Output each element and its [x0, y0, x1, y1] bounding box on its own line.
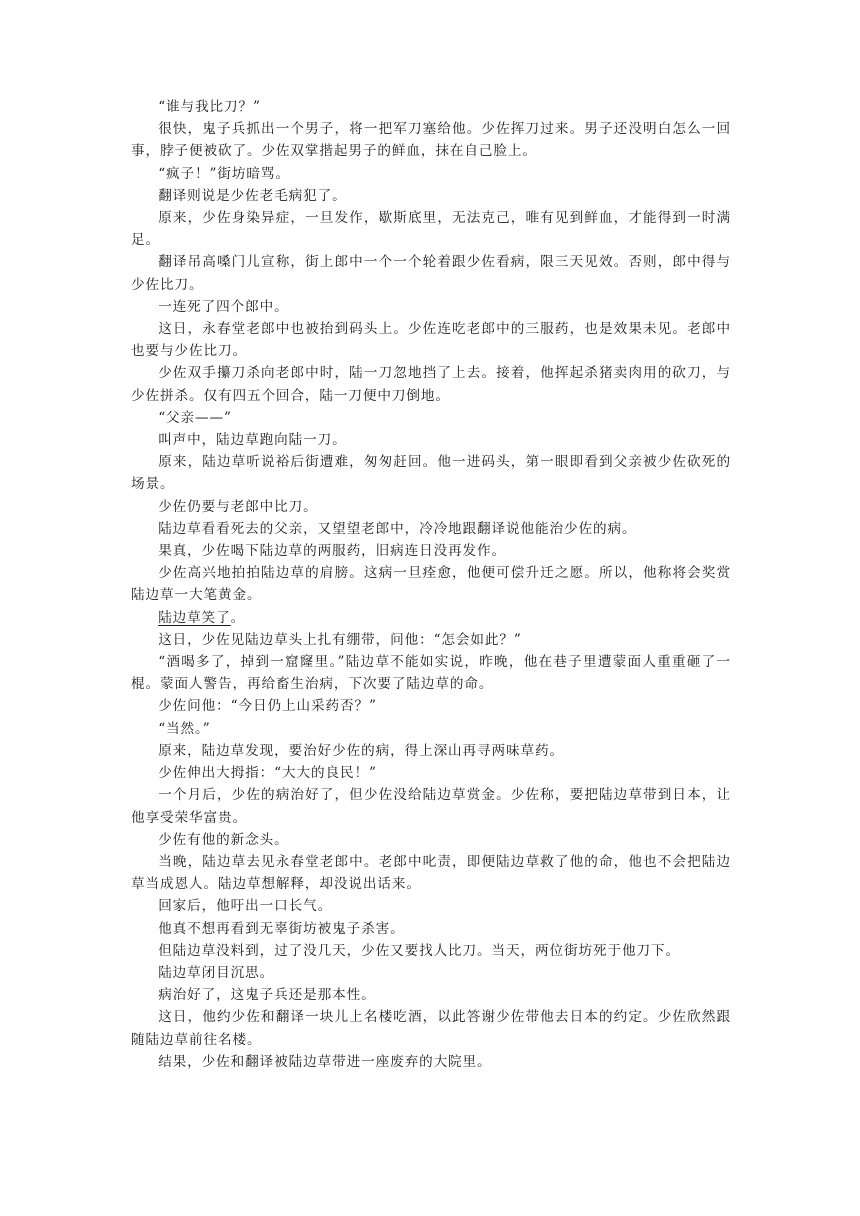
underlined-sentence: 陆边草笑了 [158, 609, 231, 626]
paragraph: 当晚，陆边草去见永春堂老郎中。老郎中叱责，即便陆边草救了他的命，他也不会把陆边草当成恩人。陆边草想解释，却没说出话来。 [131, 853, 731, 893]
paragraph: 少佐双手攥刀杀向老郎中时，陆一刀忽地挡了上去。接着，他挥起杀猪卖肉用的砍刀，与少佐拼杀。仅有四五个回合，陆一刀便中刀倒地。 [131, 365, 731, 404]
paragraph: 很快，鬼子兵抓出一个男子，将一把军刀塞给他。少佐挥刀过来。男子还没明白怎么一回事，脖子便被砍了。少佐双掌揩起男子的鲜血，抹在自己脸上。 [131, 121, 731, 160]
paragraph: 一个月后，少佐的病治好了，但少佐没给陆边草赏金。少佐称，要把陆边草带到日本，让他享受荣华富贵。 [131, 787, 731, 826]
paragraph: 结果，少佐和翻译被陆边草带进一座废弃的大院里。 [158, 1053, 492, 1070]
paragraph: 少佐有他的新念头。 [158, 831, 289, 848]
paragraph: 回家后，他吁出一口长气。 [158, 898, 333, 915]
paragraph-underlined [131, 607, 731, 629]
paragraph: 少佐问他：“今日仍上山采药否？” [158, 698, 377, 715]
paragraph: 少佐仍要与老郎中比刀。 [158, 498, 318, 515]
paragraph: 但陆边草没料到，过了没几天，少佐又要找人比刀。当天，两位街坊死于他刀下。 [158, 942, 680, 959]
paragraph: 原来，陆边草听说裕后街遭难，匆匆赶回。他一进码头，第一眼即看到父亲被少佐砍死的场景。 [131, 454, 731, 493]
paragraph: 病治好了，这鬼子兵还是那本性。 [158, 987, 376, 1004]
paragraph: 翻译吊高嗓门儿宣称，街上郎中一个一个轮着跟少佐看病，限三天见效。否则，郎中得与少佐比刀。 [131, 254, 731, 293]
paragraph: 陆边草看看死去的父亲，又望望老郎中，冷冷地跟翻译说他能治少佐的病。 [158, 520, 637, 537]
paragraph: 他真不想再看到无辜街坊被鬼子杀害。 [158, 920, 405, 937]
paragraph: 翻译则说是少佐老毛病犯了。 [158, 187, 347, 204]
paragraph: 这日，他约少佐和翻译一块儿上名楼吃酒，以此答谢少佐带他去日本的约定。少佐欣然跟随陆边草前往名楼。 [131, 1009, 731, 1048]
paragraph: 陆边草闭目沉思。 [158, 964, 275, 981]
paragraph: 叫声中，陆边草跑向陆一刀。 [158, 432, 347, 449]
paragraph: 原来，少佐身染异症，一旦发作，歇斯底里，无法克己，唯有见到鲜血，才能得到一时满足。 [131, 210, 731, 249]
paragraph: 这日，少佐见陆边草头上扎有绷带，问他：“怎会如此？” [158, 631, 522, 648]
paragraph: “当然。” [158, 720, 211, 737]
story-text [131, 96, 731, 1073]
paragraph: 这日，永春堂老郎中也被抬到码头上。少佐连吃老郎中的三服药，也是效果未见。老郎中也要与少佐比刀。 [131, 321, 731, 360]
paragraph: 一连死了四个郎中。 [158, 298, 289, 315]
paragraph: 原来，陆边草发现，要治好少佐的病，得上深山再寻两味草药。 [158, 742, 565, 759]
paragraph: “疯子！”街坊暗骂。 [158, 165, 290, 182]
sentence-end: 。 [230, 609, 246, 626]
paragraph: 少佐伸出大拇指：“大大的良民！” [158, 765, 377, 782]
paragraph: 少佐高兴地拍拍陆边草的肩膀。这病一旦痊愈，他便可偿升迁之愿。所以，他称将会奖赏陆边草一大笔黄金。 [131, 565, 731, 604]
paragraph: “酒喝多了，掉到一窟窿里。”陆边草不能如实说，昨晚，他在巷子里遭蒙面人重重砸了一棍。蒙面人警告，再给畜生治病，下次要了陆边草的命。 [131, 654, 731, 693]
paragraph: 果真，少佐喝下陆边草的两服药，旧病连日没再发作。 [158, 543, 507, 560]
paragraph: “父亲——” [158, 409, 232, 426]
paragraph: “谁与我比刀？” [158, 99, 261, 115]
